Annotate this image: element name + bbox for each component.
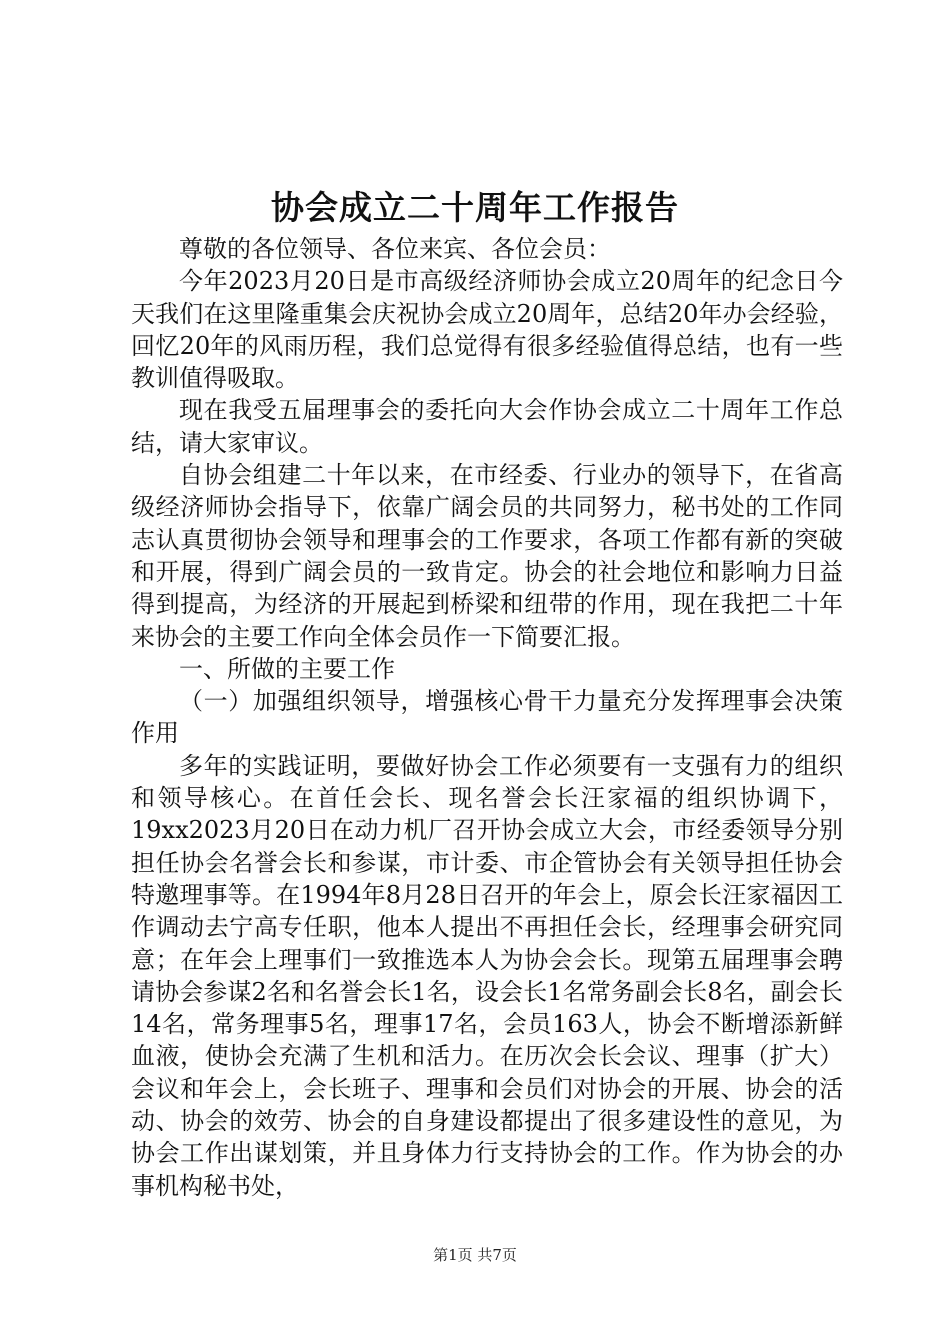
salutation-paragraph: 尊敬的各位领导、各位来宾、各位会员：	[179, 235, 611, 263]
body-paragraph: 今年2023月20日是市高级经济师协会成立20周年的纪念日今天我们在这里隆重集会庆祝协会成立20周年，总结20年办会经验，回忆20年的风雨历程，我们总觉得有很多经验值得总结，也有一些教训值得吸取。	[131, 267, 843, 393]
body-paragraph: 多年的实践证明，要做好协会工作必须要有一支强有力的组织和领导核心。在首任会长、现名誉会长汪家福的组织协调下，19xx2023月20日在动力机厂召开协会成立大会，市经委领导分别担任协会名誉会长和参谋，市计委、市企管协会有关领导担任协会特邀理事等。在1994年8月28日召开的年会上，原会长汪家福因工作调动去宁高专任职，他本人提出不再担任会长，经理事会研究同意；在年会上理事们一致推选本人为协会会长。现第五届理事会聘请协会参谋2名和名誉会长1名，设会长1名常务副会长8名，副会长14名，常务理事5名，理事17名，会员163人，协会不断增添新鲜血液，使协会充满了生机和活力。在历次会长会议、理事（扩大）会议和年会上，会长班子、理事和会员们对协会的开展、协会的活动、协会的效劳、协会的自身建设都提出了很多建设性的意见，为协会工作出谋划策，并且身体力行支持协会的工作。作为协会的办事机构秘书处，	[131, 751, 843, 1200]
page-footer	[0, 1244, 950, 1266]
document-body	[131, 233, 843, 1202]
subsection-heading: （一）加强组织领导，增强核心骨干力量充分发挥理事会决策作用	[131, 687, 843, 748]
document-title: 协会成立二十周年工作报告	[271, 188, 679, 227]
page-indicator: 第1页 共7页	[433, 1246, 517, 1264]
body-paragraph: 现在我受五届理事会的委托向大会作协会成立二十周年工作总结，请大家审议。	[131, 396, 843, 457]
section-heading: 一、所做的主要工作	[179, 654, 395, 683]
body-paragraph: 自协会组建二十年以来，在市经委、行业办的领导下，在省高级经济师协会指导下，依靠广阔会员的共同努力，秘书处的工作同志认真贯彻协会领导和理事会的工作要求，各项工作都有新的突破和开展，得到广阔会员的一致肯定。协会的社会地位和影响力日益得到提高，为经济的开展起到桥梁和纽带的作用，现在我把二十年来协会的主要工作向全体会员作一下简要汇报。	[131, 461, 843, 651]
